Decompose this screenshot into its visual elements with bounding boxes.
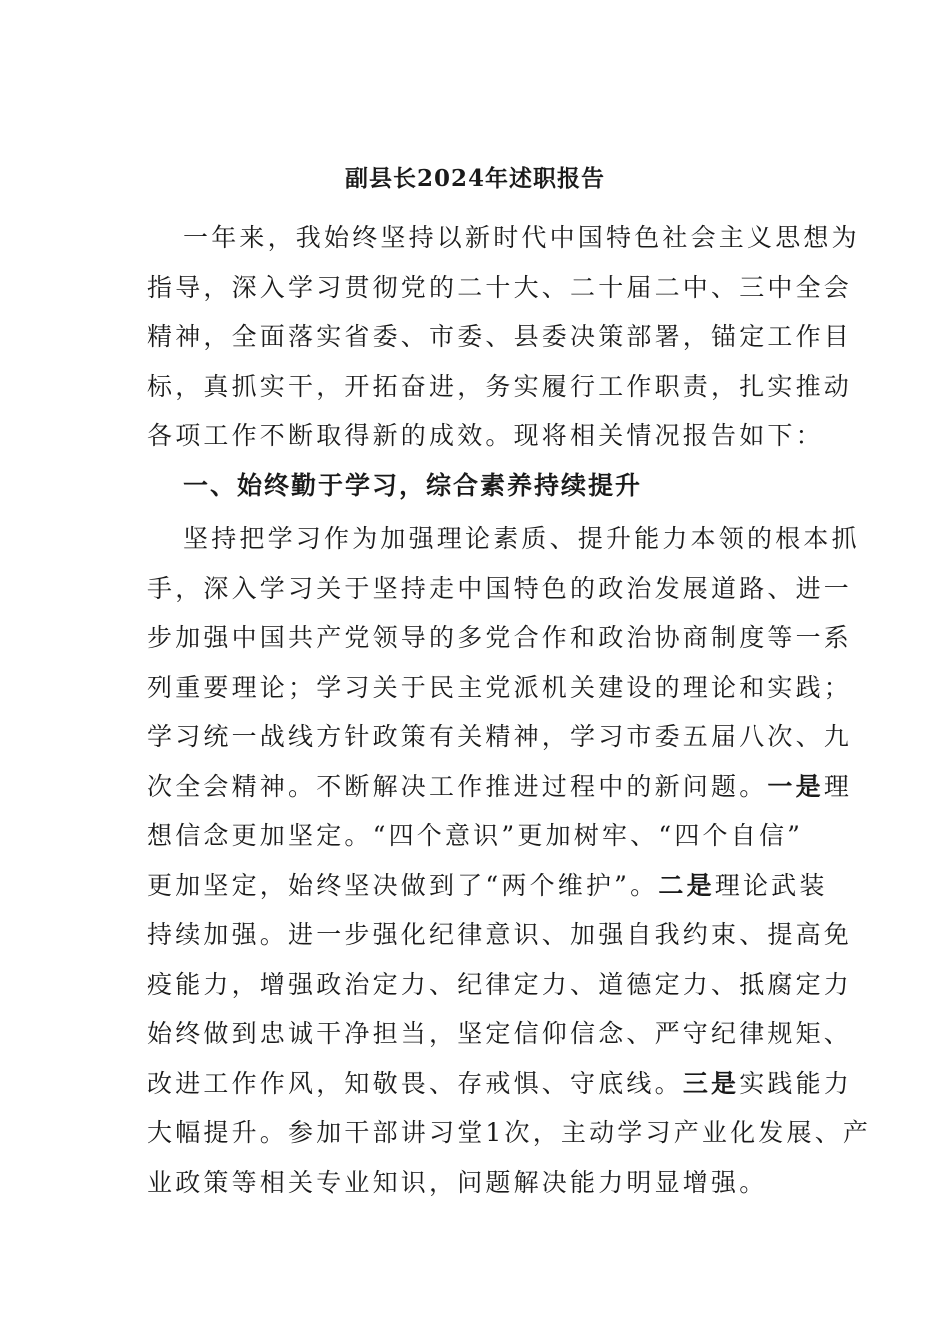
emphasis-marker: 一是 [767,771,824,801]
text-line: 标，真抓实干，开拓奋进，务实履行工作职责，扎实推动 [147,371,853,401]
text-line: 始终做到忠诚干净担当，坚定信仰信念、严守纪律规矩、 [147,1019,853,1048]
text-line: 步加强中国共产党领导的多党合作和政治协商制度等一系 [147,623,853,652]
text-line: 手，深入学习关于坚持走中国特色的政治发展道路、进一 [147,573,853,603]
intro-paragraph [147,213,860,461]
text-segment: 理论武装 [714,870,828,900]
text-segment: 实践能力 [739,1068,853,1098]
text-line: 想信念更加坚定。“四个意识”更加树牢、“四个自信” [147,821,804,850]
text-segment: 次全会精神。不断解决工作推进过程中的新问题。 [147,771,768,801]
emphasis-marker: 三是 [682,1068,740,1098]
text-line: 持续加强。进一步强化纪律意识、加强自我约束、提高免 [147,920,853,949]
section-paragraph [147,514,872,1207]
text-line: 各项工作不断取得新的成效。现将相关情况报告如下： [147,421,824,450]
section-heading: 一、始终勤于学习，综合素养持续提升 [183,471,643,500]
text-line: 大幅提升。参加干部讲习堂1次，主动学习产业化发展、产 [147,1118,872,1147]
text-line: 一年来，我始终坚持以新时代中国特色社会主义思想为 [183,223,860,252]
document-title: 副县长2024年述职报告 [344,165,605,192]
text-line: 业政策等相关专业知识，问题解决能力明显增强。 [147,1167,768,1197]
text-line: 坚持把学习作为加强理论素质、提升能力本领的根本抓 [183,524,860,553]
text-line-composite [147,1059,853,1109]
text-segment: 改进工作作风，知敬畏、存戒惧、守底线。 [147,1068,683,1098]
text-line: 列重要理论；学习关于民主党派机关建设的理论和实践； [147,672,853,702]
text-line: 疫能力，增强政治定力、纪律定力、道德定力、抵腐定力 [147,969,853,999]
emphasis-marker: 二是 [658,870,715,900]
text-line-composite [147,762,853,812]
text-line: 学习统一战线方针政策有关精神，学习市委五届八次、九 [147,722,853,751]
text-segment: 理 [823,771,853,801]
text-line: 指导，深入学习贯彻党的二十大、二十届二中、三中全会 [147,272,853,302]
text-line: 精神，全面落实省委、市委、县委决策部署，锚定工作目 [147,322,853,351]
text-segment: 更加坚定，始终坚决做到了“两个维护”。 [147,870,659,900]
text-line-composite [147,861,828,911]
